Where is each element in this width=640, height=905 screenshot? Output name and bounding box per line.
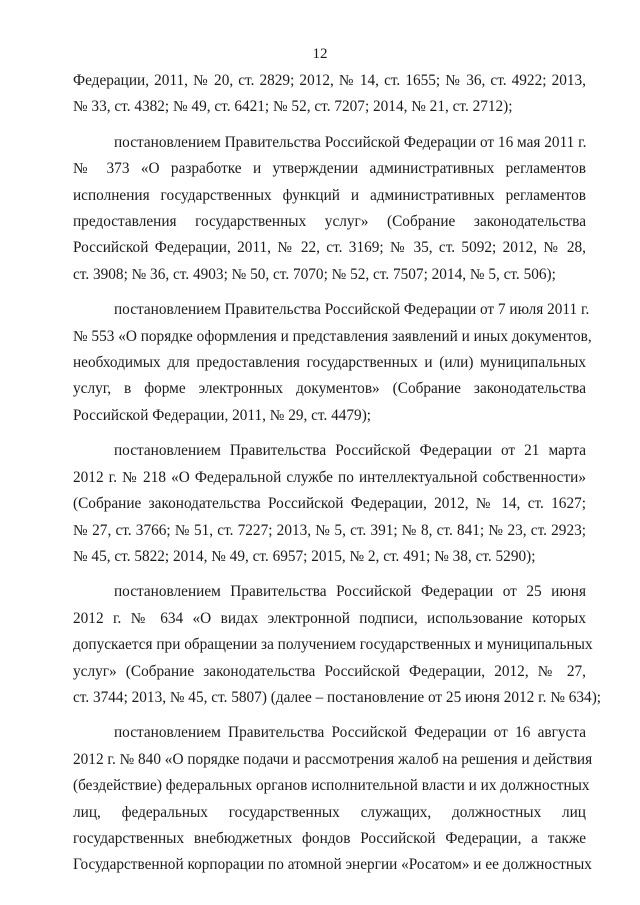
text-line: № 45, ст. 5822; 2014, № 49, ст. 6957; 2015, № 2, ст. 491; № 38, ст. 5290);	[73, 547, 536, 565]
text-line: № 553 «О порядке оформления и представления заявлений и иных документов,	[73, 327, 592, 345]
text-line: лиц, федеральных государственных служащих, должностных лиц	[73, 803, 586, 821]
text-line: услуг, в форме электронных документов» (Собрание законодательства	[73, 380, 586, 398]
text-line: Российской Федерации, 2011, № 29, ст. 4479);	[73, 406, 372, 424]
text-line: постановлением Правительства Российской Федерации от 16 августа	[114, 724, 586, 742]
text-line: ст. 3908; № 36, ст. 4903; № 50, ст. 7070; № 52, ст. 7507; 2014, № 5, ст. 506);	[73, 265, 556, 283]
text-line: постановлением Правительства Российской Федерации от 25 июня	[114, 583, 586, 601]
text-line: постановлением Правительства Российской Федерации от 7 июля 2011 г.	[114, 301, 590, 319]
paragraph-resolution-840	[73, 720, 593, 878]
text-line: государственных внебюджетных фондов Российской Федерации, а также	[73, 829, 586, 847]
text-line: № 33, ст. 4382; № 49, ст. 6421; № 52, ст. 7207; 2014, № 21, ст. 2712);	[73, 98, 513, 116]
text-line: допускается при обращении за получением государственных и муниципальных	[73, 636, 593, 654]
text-line: № 27, ст. 3766; № 51, ст. 7227; 2013, № 5, ст. 391; № 8, ст. 841; № 23, ст. 2923;	[73, 521, 586, 539]
text-line: Российской Федерации, 2011, № 22, ст. 3169; № 35, ст. 5092; 2012, № 28,	[73, 239, 586, 257]
text-line: 2012 г. № 840 «О порядке подачи и рассмотрения жалоб на решения и действия	[73, 750, 593, 768]
paragraph-resolution-553	[73, 297, 592, 429]
page-number: 12	[312, 46, 328, 62]
text-line: необходимых для предоставления государственных и (или) муниципальных	[73, 354, 586, 372]
text-line: ст. 3744; 2013, № 45, ст. 5807) (далее – постановление от 25 июня 2012 г. № 634);	[73, 688, 602, 706]
paragraph-continuation	[73, 68, 586, 121]
document-body	[73, 68, 602, 879]
text-line: услуг» (Собрание законодательства Российской Федерации, 2012, № 27,	[73, 662, 586, 680]
text-line: постановлением Правительства Российской Федерации от 21 марта	[114, 442, 586, 460]
text-line: предоставления государственных услуг» (Собрание законодательства	[73, 213, 586, 231]
text-line: (бездействие) федеральных органов исполнительной власти и их должностных	[73, 777, 590, 795]
text-line: Федерации, 2011, № 20, ст. 2829; 2012, № 14, ст. 1655; № 36, ст. 4922; 2013,	[73, 72, 586, 89]
text-line: постановлением Правительства Российской Федерации от 16 мая 2011 г.	[114, 133, 587, 151]
paragraph-resolution-373	[73, 130, 586, 288]
text-line: (Собрание законодательства Российской Федерации, 2012, № 14, ст. 1627;	[73, 495, 586, 513]
paragraph-resolution-218	[73, 438, 586, 570]
text-line: исполнения государственных функций и административных регламентов	[73, 186, 586, 204]
text-line: 2012 г. № 634 «О видах электронной подписи, использование которых	[73, 609, 586, 627]
text-line: Государственной корпорации по атомной энергии «Росатом» и ее должностных	[73, 856, 592, 874]
text-line: 2012 г. № 218 «О Федеральной службе по интеллектуальной собственности»	[73, 468, 586, 486]
text-line: № 373 «О разработке и утверждении административных регламентов	[73, 160, 586, 178]
paragraph-resolution-634	[73, 579, 602, 711]
